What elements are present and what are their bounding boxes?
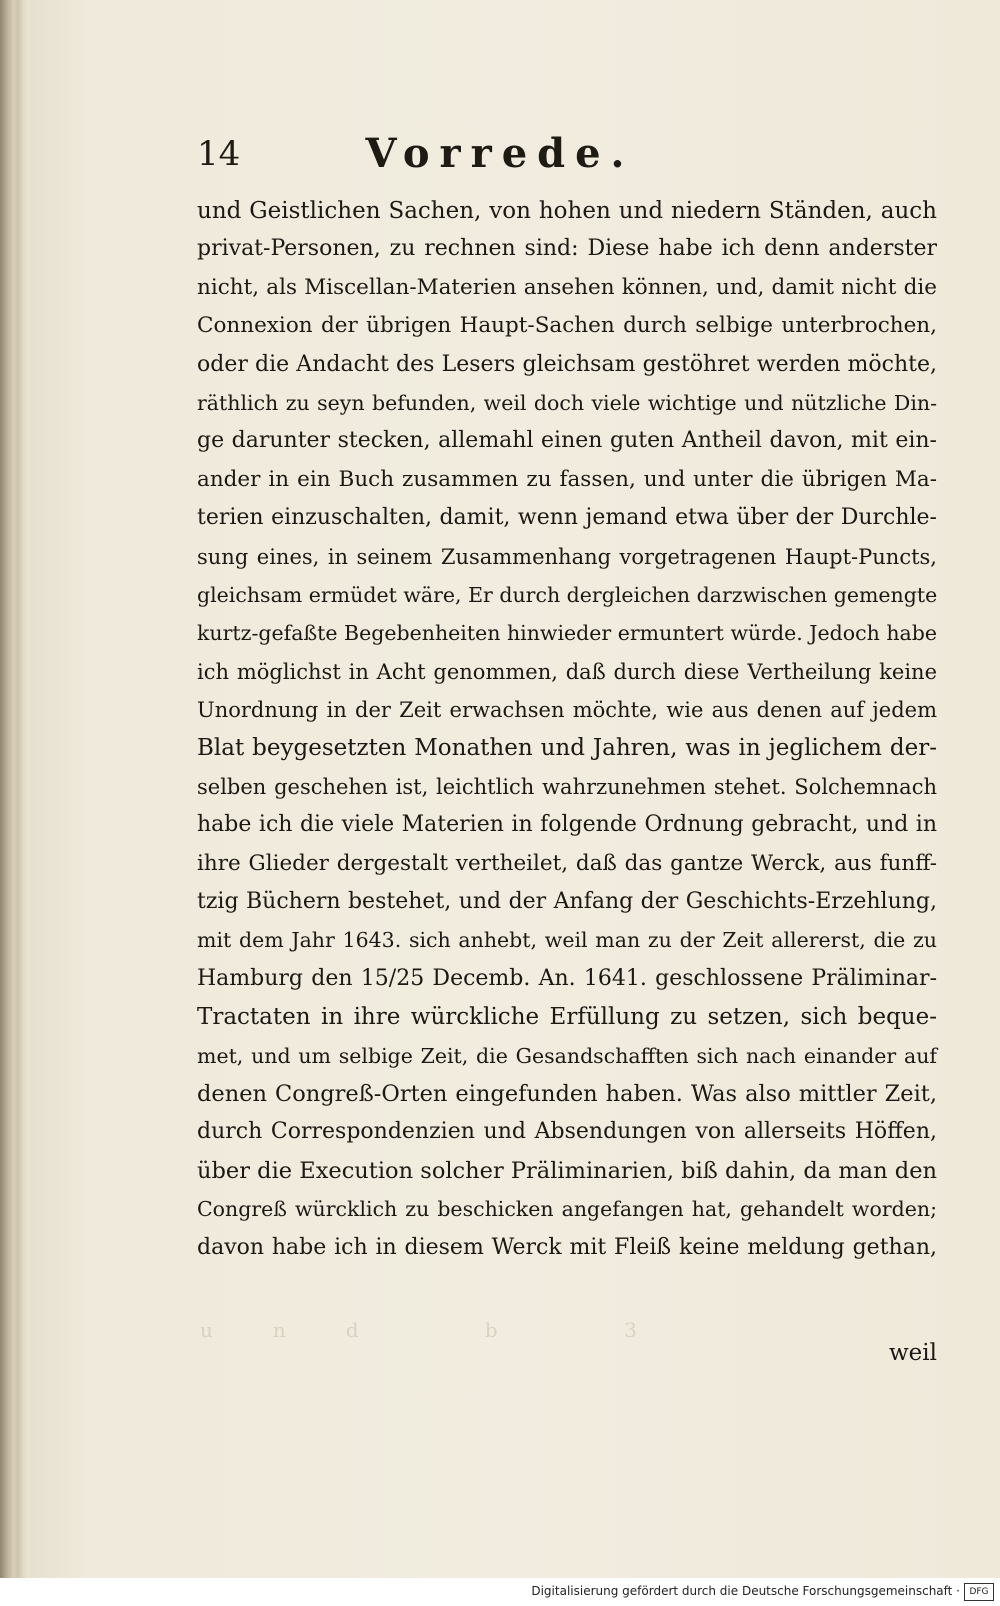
text-line: Blat beygesetzten Monathen und Jahren, was in jeglichem der- bbox=[197, 735, 937, 762]
text-line: durch Correspondenzien und Absendungen von allerseits Höffen, bbox=[197, 1119, 937, 1145]
page-number: 14 bbox=[197, 134, 241, 174]
text-line: ge darunter stecken, allemahl einen guten Antheil davon, mit ein- bbox=[197, 428, 937, 454]
text-line: Hamburg den 15/25 Decemb. An. 1641. geschlossene Präliminar- bbox=[197, 965, 937, 991]
book-page-edges bbox=[0, 0, 30, 1578]
text-line: oder die Andacht des Lesers gleichsam gestöhret werden möchte, bbox=[197, 351, 937, 377]
text-line: privat-Personen, zu rechnen sind: Diese habe ich denn anderster bbox=[197, 236, 937, 262]
text-line: Connexion der übrigen Haupt-Sachen durch selbige unterbrochen, bbox=[197, 313, 937, 339]
text-line: und Geistlichen Sachen, von hohen und niedern Ständen, auch bbox=[197, 198, 937, 224]
body-text bbox=[197, 192, 937, 1267]
digitization-footer bbox=[0, 1578, 1000, 1606]
text-line: Tractaten in ihre würckliche Erfüllung zu setzen, sich beque- bbox=[197, 1004, 937, 1031]
catchword: weil bbox=[888, 1340, 937, 1366]
text-line: mit dem Jahr 1643. sich anhebt, weil man zu der Zeit allererst, die zu bbox=[197, 928, 937, 953]
text-line: räthlich zu seyn befunden, weil doch viele wichtige und nützliche Din- bbox=[197, 390, 937, 415]
bleed-through-text: und b 3 bbox=[200, 1318, 697, 1342]
text-line: met, und um selbige Zeit, die Gesandschafften sich nach einander auf bbox=[197, 1043, 937, 1068]
text-line: Unordnung in der Zeit erwachsen möchte, wie aus denen auf jedem bbox=[197, 698, 937, 723]
text-line: ich möglichst in Acht genommen, daß durch diese Vertheilung keine bbox=[197, 659, 937, 684]
text-line: sung eines, in seinem Zusammenhang vorgetragenen Haupt-Puncts, bbox=[197, 544, 937, 569]
text-line: über die Execution solcher Präliminarien, biß dahin, da man den bbox=[197, 1157, 937, 1184]
text-line: gleichsam ermüdet wäre, Er durch dergleichen darzwischen gemengte bbox=[197, 582, 938, 607]
text-line: terien einzuschalten, damit, wenn jemand etwa über der Durchle- bbox=[197, 505, 937, 531]
dfg-logo: DFG bbox=[964, 1583, 994, 1601]
text-line: Congreß würcklich zu beschicken angefangen hat, gehandelt worden; bbox=[197, 1197, 937, 1222]
text-line: ihre Glieder dergestalt vertheilet, daß das gantze Werck, aus funff- bbox=[197, 850, 937, 876]
text-line: denen Congreß-Orten eingefunden haben. Was also mittler Zeit, bbox=[197, 1080, 937, 1107]
text-line: kurtz-gefaßte Begebenheiten hinwieder ermuntert würde. Jedoch habe bbox=[197, 621, 937, 646]
text-line: habe ich die viele Materien in folgende Ordnung gebracht, und in bbox=[197, 812, 937, 838]
text-line: davon habe ich in diesem Werck mit Fleiß keine meldung gethan, bbox=[197, 1234, 937, 1260]
footer-credit: Digitalisierung gefördert durch die Deutsche Forschungsgemeinschaft · bbox=[531, 1584, 960, 1598]
running-head: Vorrede. bbox=[365, 130, 635, 177]
text-line: selben geschehen ist, leichtlich wahrzunehmen stehet. Solchemnach bbox=[197, 774, 937, 799]
text-line: nicht, als Miscellan-Materien ansehen können, und, damit nicht die bbox=[197, 274, 937, 300]
text-line: ander in ein Buch zusammen zu fassen, und unter die übrigen Ma- bbox=[197, 466, 937, 492]
text-line: tzig Büchern bestehet, und der Anfang der Geschichts-Erzehlung, bbox=[197, 889, 937, 915]
